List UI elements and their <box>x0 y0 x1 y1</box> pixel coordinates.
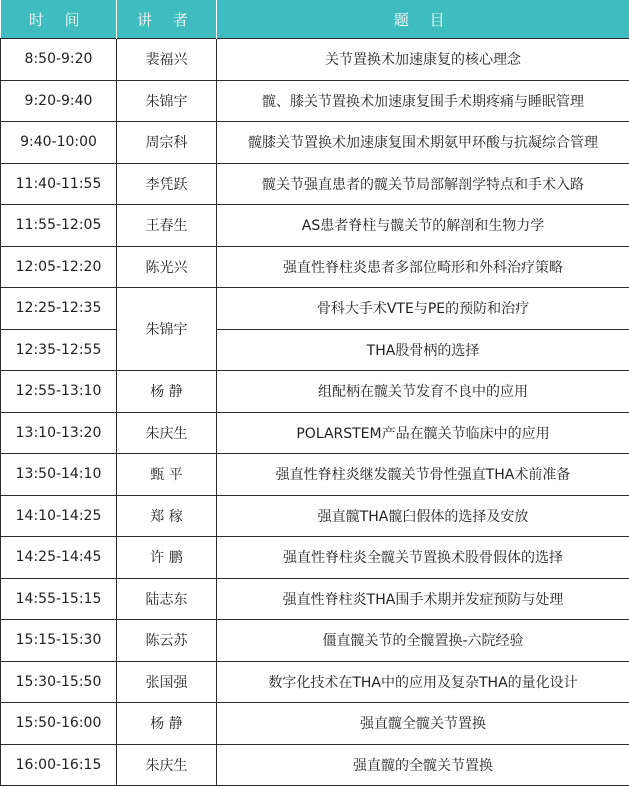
time-cell: 15:15-15:30 <box>1 620 117 662</box>
table-row <box>1 661 629 703</box>
table-row <box>1 205 629 247</box>
table-row <box>1 620 629 662</box>
header-row <box>1 0 629 39</box>
speaker-cell: 周宗科 <box>117 122 217 164</box>
topic-cell: 强直髋全髋关节置换 <box>217 703 629 745</box>
speaker-cell: 杨 静 <box>117 703 217 745</box>
topic-cell: 强直髋的全髋关节置换 <box>217 744 629 786</box>
time-cell: 16:00-16:15 <box>1 744 117 786</box>
table-row <box>1 80 629 122</box>
table-row <box>1 39 629 81</box>
table-row <box>1 122 629 164</box>
topic-cell: 强直性脊柱炎THA围手术期并发症预防与处理 <box>217 578 629 620</box>
topic-cell: 强直性脊柱炎患者多部位畸形和外科治疗策略 <box>217 246 629 288</box>
table-row <box>1 288 629 330</box>
time-cell: 14:10-14:25 <box>1 495 117 537</box>
time-cell: 11:55-12:05 <box>1 205 117 247</box>
header-speaker: 讲 者 <box>117 0 217 39</box>
time-cell: 11:40-11:55 <box>1 163 117 205</box>
table-row <box>1 163 629 205</box>
time-cell: 8:50-9:20 <box>1 39 117 81</box>
topic-cell: POLARSTEM产品在髋关节临床中的应用 <box>217 412 629 454</box>
table-row <box>1 329 629 371</box>
speaker-cell: 陆志东 <box>117 578 217 620</box>
speaker-cell: 朱庆生 <box>117 744 217 786</box>
speaker-cell: 张国强 <box>117 661 217 703</box>
header-time: 时 间 <box>1 0 117 39</box>
table-row <box>1 246 629 288</box>
speaker-cell: 陈云苏 <box>117 620 217 662</box>
table-row <box>1 578 629 620</box>
time-cell: 14:55-15:15 <box>1 578 117 620</box>
time-cell: 12:35-12:55 <box>1 329 117 371</box>
speaker-cell: 王春生 <box>117 205 217 247</box>
topic-cell: 强直性脊柱炎继发髋关节骨性强直THA术前准备 <box>217 454 629 496</box>
topic-cell: 关节置换术加速康复的核心理念 <box>217 39 629 81</box>
table-row <box>1 412 629 454</box>
speaker-cell: 许 鹏 <box>117 537 217 579</box>
speaker-cell: 朱锦宇 <box>117 288 217 371</box>
time-cell: 12:55-13:10 <box>1 371 117 413</box>
speaker-cell: 朱锦宇 <box>117 80 217 122</box>
topic-cell: 强直髋THA髋臼假体的选择及安放 <box>217 495 629 537</box>
topic-cell: 髋关节强直患者的髋关节局部解剖学特点和手术入路 <box>217 163 629 205</box>
time-cell: 15:30-15:50 <box>1 661 117 703</box>
topic-cell: 骨科大手术VTE与PE的预防和治疗 <box>217 288 629 330</box>
time-cell: 13:10-13:20 <box>1 412 117 454</box>
time-cell: 9:20-9:40 <box>1 80 117 122</box>
speaker-cell: 裴福兴 <box>117 39 217 81</box>
speaker-cell: 李凭跃 <box>117 163 217 205</box>
speaker-cell: 陈光兴 <box>117 246 217 288</box>
speaker-cell: 杨 静 <box>117 371 217 413</box>
topic-cell: THA股骨柄的选择 <box>217 329 629 371</box>
table-row <box>1 371 629 413</box>
table-row <box>1 454 629 496</box>
time-cell: 12:25-12:35 <box>1 288 117 330</box>
speaker-cell: 甄 平 <box>117 454 217 496</box>
time-cell: 12:05-12:20 <box>1 246 117 288</box>
topic-cell: 组配柄在髋关节发育不良中的应用 <box>217 371 629 413</box>
table-row <box>1 744 629 786</box>
topic-cell: 髋、膝关节置换术加速康复围手术期疼痛与睡眠管理 <box>217 80 629 122</box>
table-row <box>1 537 629 579</box>
topic-cell: AS患者脊柱与髋关节的解剖和生物力学 <box>217 205 629 247</box>
table-row <box>1 495 629 537</box>
header-topic: 题 目 <box>217 0 629 39</box>
topic-cell: 僵直髋关节的全髋置换-六院经验 <box>217 620 629 662</box>
topic-cell: 强直性脊柱炎全髋关节置换术股骨假体的选择 <box>217 537 629 579</box>
time-cell: 9:40-10:00 <box>1 122 117 164</box>
topic-cell: 髋膝关节置换术加速康复围术期氨甲环酸与抗凝综合管理 <box>217 122 629 164</box>
speaker-cell: 郑 稼 <box>117 495 217 537</box>
time-cell: 15:50-16:00 <box>1 703 117 745</box>
time-cell: 13:50-14:10 <box>1 454 117 496</box>
table-row <box>1 703 629 745</box>
topic-cell: 数字化技术在THA中的应用及复杂THA的量化设计 <box>217 661 629 703</box>
time-cell: 14:25-14:45 <box>1 537 117 579</box>
speaker-cell: 朱庆生 <box>117 412 217 454</box>
